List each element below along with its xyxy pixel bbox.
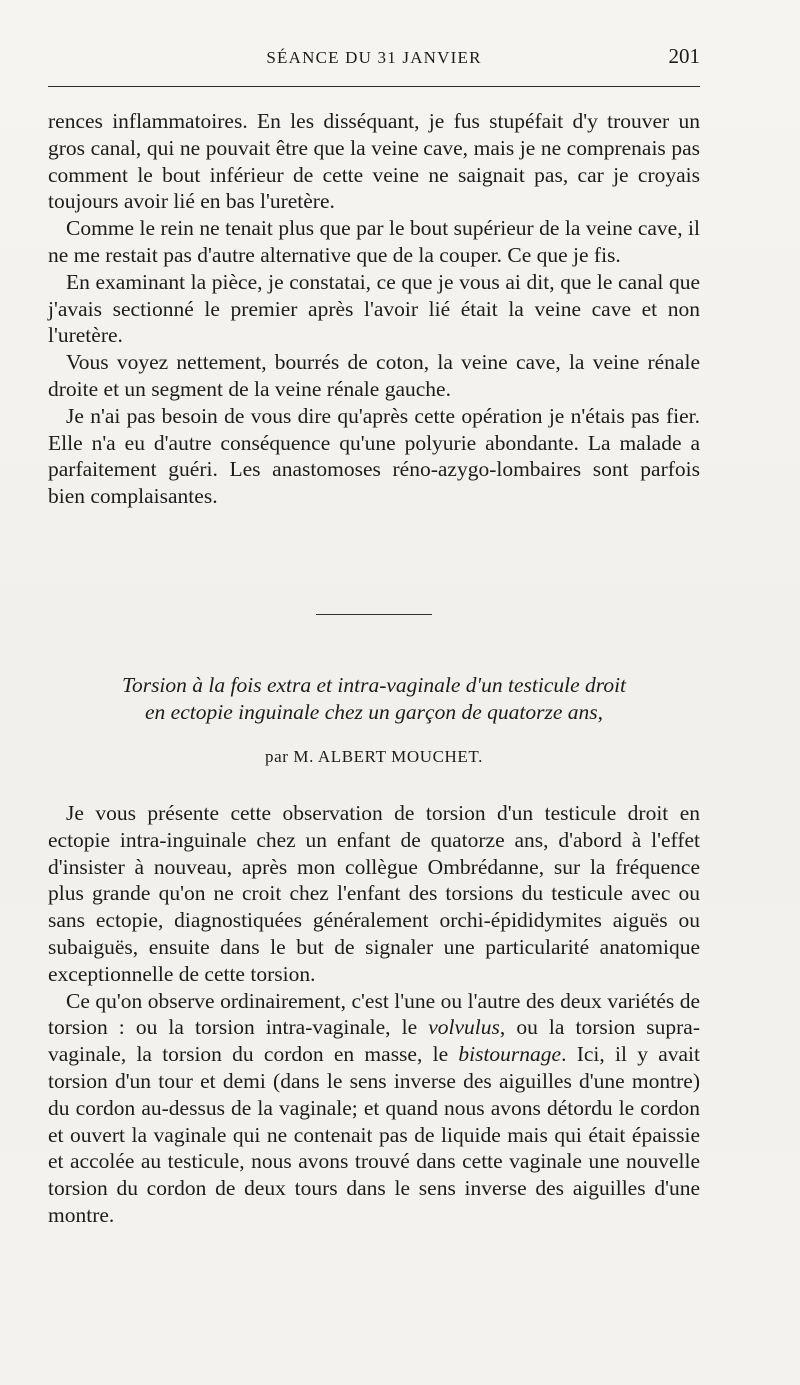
text-run: , ou la torsion supra-vaginale, la torsion du cordon en masse, le [48,1015,701,1067]
italic-term: volvulus [428,1015,500,1040]
paragraph [48,988,700,1229]
paragraph: rences inflammatoires. En les disséquant, je fus stupéfait d'y trouver un gros canal, qui ne pouvait être que la veine cave, mais je ne comprenais pas comment le bout inférieur de cette veine ne saignait pas, car je croyais toujours avoir lié en bas l'uretère. [48,109,700,214]
running-title: SÉANCE DU 31 JANVIER [266,48,482,67]
paragraph: Vous voyez nettement, bourrés de coton, la veine cave, la veine rénale droite et un segment de la veine rénale gauche. [48,350,700,401]
continued-text [48,108,700,510]
text-run: Ce qu'on observe ordinairement, c'est l'une ou l'autre des deux variétés de torsion : ou la torsion intra-vaginale, le [48,988,700,1040]
paragraph: En examinant la pièce, je constatai, ce que je vous ai dit, que le canal que j'avais sectionné le premier après l'avoir lié était la veine cave et non l'uretère. [48,269,700,348]
paragraph: Comme le rein ne tenait plus que par le bout supérieur de la veine cave, il ne me restait pas d'autre alternative que de la couper. Ce que je fis. [48,216,700,267]
article-text [48,800,700,1229]
header-rule [48,86,700,87]
article-byline: par M. ALBERT MOUCHET. [265,747,483,766]
article-title-line: Torsion à la fois extra et intra-vaginale d'un testicule droit [121,673,627,697]
text-run: . Ici, il y avait torsion d'un tour et demi (dans le sens inverse des aiguilles d'une montre) du cordon au-dessus de la vaginale; et quand nous avons détordu le cordon et ouvert la vaginale qui ne contenait pas de liquide mais qui était épaissie et accolée au testicule, nous avons trouvé dans cette vaginale une nouvelle torsion du cordon de deux tours dans le sens inverse des aiguilles d'une montre. [48,1042,700,1227]
paragraph: Je vous présente cette observation de torsion d'un testicule droit en ectopie intra-inguinale chez un enfant de quatorze ans, d'abord à l'effet d'insister à nouveau, après mon collègue Ombrédanne, sur la fréquence plus grande qu'on ne croit chez l'enfant des torsions du testicule avec ou sans ectopie, diagnostiquées généralement orchi-épididymites aiguës ou subaiguës, ensuite dans le but de signaler une particularité anatomique exceptionnelle de cette torsion. [48,801,700,986]
italic-term: bistournage [458,1042,562,1067]
article-title [48,672,700,726]
page-number: 201 [668,44,700,68]
paragraph: Je n'ai pas besoin de vous dire qu'après cette opération je n'étais pas fier. Elle n'a eu d'autre conséquence qu'une polyurie abondante. La malade a parfaitement guéri. Les anastomoses réno-azygo-lombaires sont parfois bien complaisantes. [48,403,700,509]
article-title-line: en ectopie inguinale chez un garçon de quatorze ans, [145,700,603,724]
section-separator [316,614,432,615]
running-head [48,44,700,72]
